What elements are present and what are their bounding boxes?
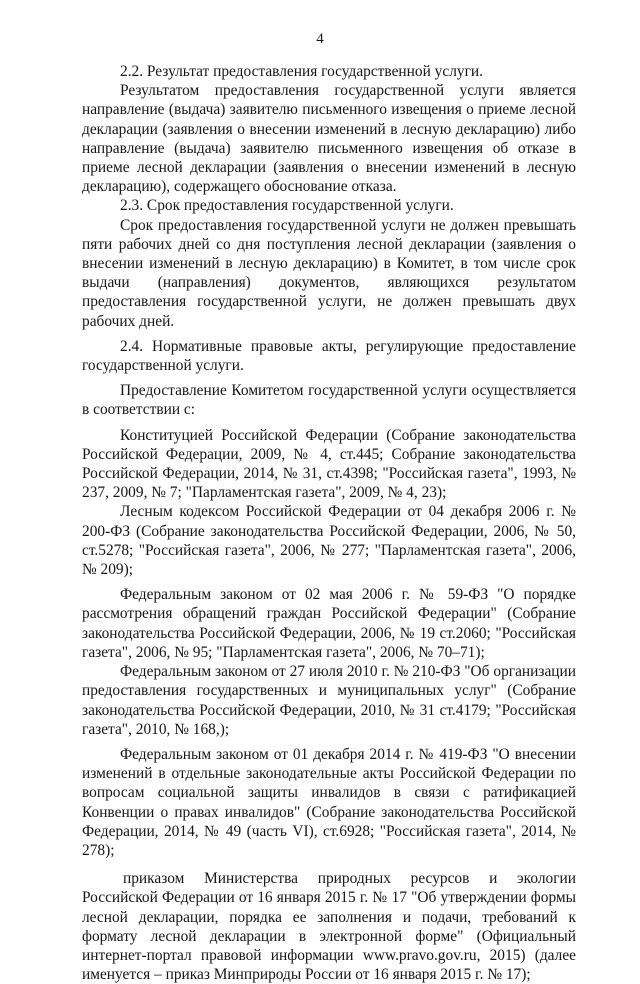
paragraph-service-result: Результатом предоставления государственной услуги является направление (выдача) заявителю письменного извещения о приеме лесной декларации (заявления о внесении изменений в лесную декларацию) либо направление (выдача) заявителю письменного извещения об отказе в приеме лесной декларации (заявления о внесении изменений в лесную декларацию), содержащего обоснование отказа.	[82, 82, 576, 196]
document-body	[82, 62, 576, 984]
list-item-law-419fz: Федеральным законом от 01 декабря 2014 г. № 419-ФЗ "О внесении изменений в отдельные законодательные акты Российской Федерации по вопросам социальной защиты инвалидов в связи с ратификацией Конвенции о правах инвалидов" (Собрание законодательства Российской Федерации, 2014, № 49 (часть VI), ст.6928; "Российская газета", 2014, № 278);	[82, 745, 576, 859]
list-item-order-17: приказом Министерства природных ресурсов и экологии Российской Федерации от 16 января 2015 г. № 17 "Об утверждении формы лесной декларации, порядка ее заполнения и подачи, требований к формату лесной декларации в электронной форме" (Официальный интернет-портал правовой информации www.pravo.gov.ru, 2015) (далее именуется – приказ Минприроды России от 16 января 2015 г. № 17);	[82, 870, 576, 984]
page-number: 4	[316, 31, 324, 47]
list-item-law-210fz: Федеральным законом от 27 июля 2010 г. № 210-ФЗ "Об организации предоставления государственных и муниципальных услуг" (Собрание законодательства Российской Федерации, 2010, № 31 ст.4179; "Российская газета", 2010, № 168,);	[82, 663, 576, 738]
list-item-law-59fz: Федеральным законом от 02 мая 2006 г. № 59-ФЗ "О порядке рассмотрения обращений граждан Российской Федерации" (Собрание законодательства Российской Федерации, 2006, № 19 ст.2060; "Российская газета", 2006, № 95; "Парламентская газета", 2006, № 70–71);	[82, 586, 576, 661]
list-item-forest-code: Лесным кодексом Российской Федерации от 04 декабря 2006 г. № 200-ФЗ (Собрание законодательства Российской Федерации, 2006, № 50, ст.5278; "Российская газета", 2006, № 277; "Парламентская газета", 2006, № 209);	[82, 503, 576, 579]
section-heading-2-2: 2.2. Результат предоставления государственной услуги.	[120, 63, 483, 80]
paragraph-service-term: Срок предоставления государственной услуги не должен превышать пяти рабочих дней со дня поступления лесной декларации (заявления о внесении изменений в лесную декларацию) в Комитет, в том числе срок выдачи (направления) документов, являющихся результатом предоставления государственной услуги, не должен превышать двух рабочих дней.	[82, 216, 576, 330]
section-heading-2-4: 2.4. Нормативные правовые акты, регулирующие предоставление государственной услуги.	[82, 337, 576, 375]
section-heading-2-3: 2.3. Срок предоставления государственной услуги.	[120, 197, 454, 215]
list-item-constitution: Конституцией Российской Федерации (Собрание законодательства Российской Федерации, 2009, № 4, ст.445; Собрание законодательства Российской Федерации, 2014, № 31, ст.4398; "Российская газета", 1993, № 237, 2009, № 7; "Парламентская газета", 2009, № 4, 23);	[82, 426, 576, 502]
paragraph-legal-basis-intro: Предоставление Комитетом государственной услуги осуществляется в соответствии с:	[82, 382, 576, 419]
